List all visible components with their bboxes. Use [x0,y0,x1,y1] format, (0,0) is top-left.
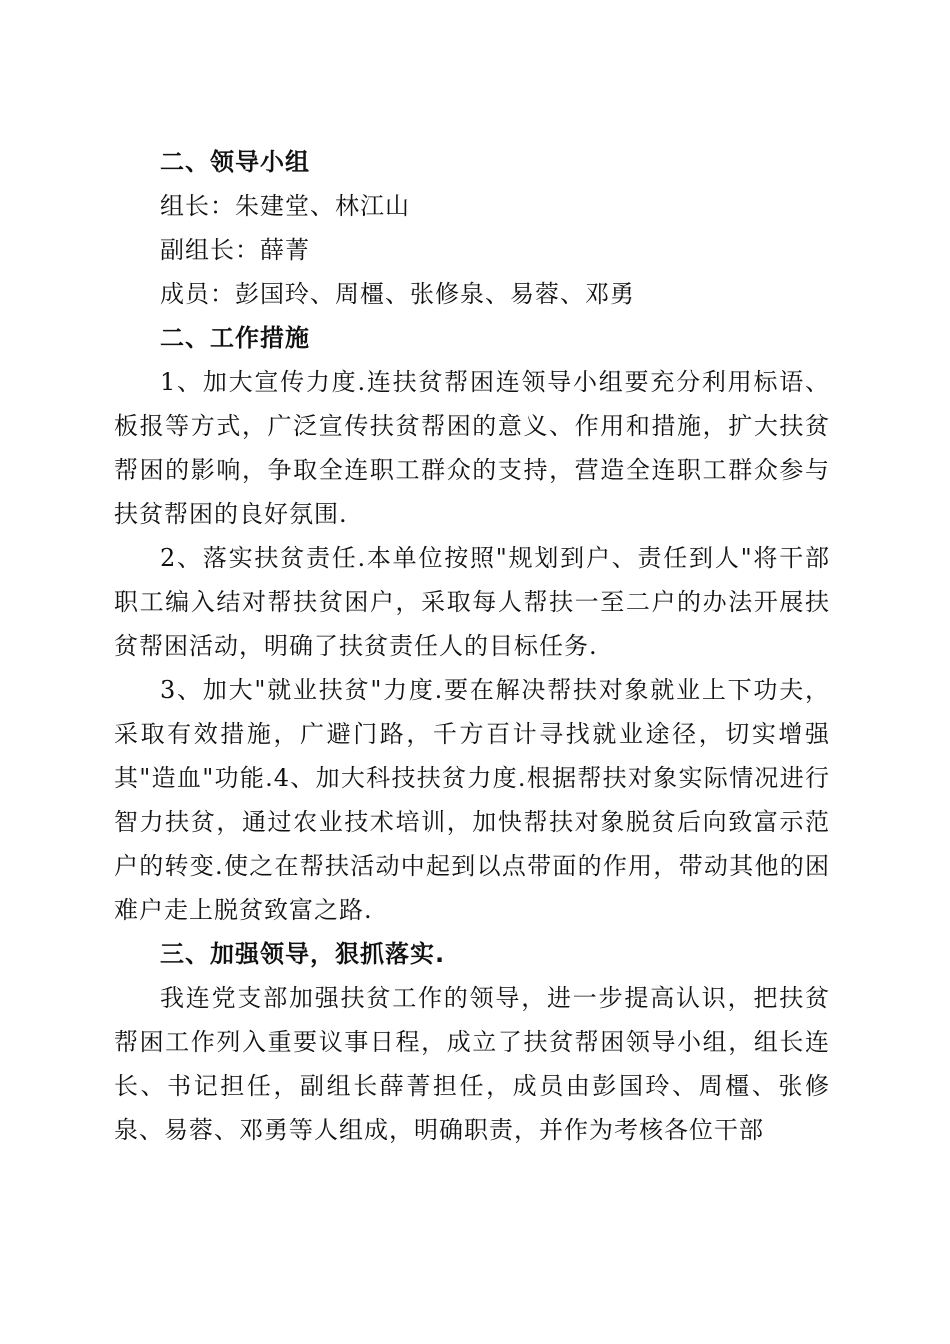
leader-line: 组长：朱建堂、林江山 [160,192,410,220]
document-body [114,140,830,1152]
measure-paragraph-2: 2、落实扶贫责任.本单位按照"规划到户、责任到人"将干部职工编入结对帮扶贫困户，采取每人帮扶一至二户的办法开展扶贫帮困活动，明确了扶贫责任人的目标任务. [114,544,830,660]
measure-paragraph-3: 3、加大"就业扶贫"力度.要在解决帮扶对象就业上下功夫，采取有效措施，广避门路，千方百计寻找就业途径，切实增强其"造血"功能.4、加大科技扶贫力度.根据帮扶对象实际情况进行智力扶贫，通过农业技术培训，加快帮扶对象脱贫后向致富示范户的转变.使之在帮扶活动中起到以点带面的作用，带动其他的困难户走上脱贫致富之路. [114,676,830,924]
measure-paragraph-1: 1、加大宣传力度.连扶贫帮困连领导小组要充分利用标语、板报等方式，广泛宣传扶贫帮困的意义、作用和措施，扩大扶贫帮困的影响，争取全连职工群众的支持，营造全连职工群众参与扶贫帮困的良好氛围. [114,368,830,528]
section-heading-strengthen: 三、加强领导，狠抓落实. [160,940,446,968]
section-heading-leadership: 二、领导小组 [160,148,310,176]
section-heading-measures: 二、工作措施 [160,324,310,352]
members-line: 成员：彭国玲、周橿、张修泉、易蓉、邓勇 [160,280,635,308]
strengthen-paragraph: 我连党支部加强扶贫工作的领导，进一步提高认识，把扶贫帮困工作列入重要议事日程，成立了扶贫帮困领导小组，组长连长、书记担任，副组长薛菁担任，成员由彭国玲、周橿、张修泉、易蓉、邓勇等人组成，明确职责，并作为考核各位干部 [114,984,830,1144]
deputy-leader-line: 副组长：薛菁 [160,236,310,264]
